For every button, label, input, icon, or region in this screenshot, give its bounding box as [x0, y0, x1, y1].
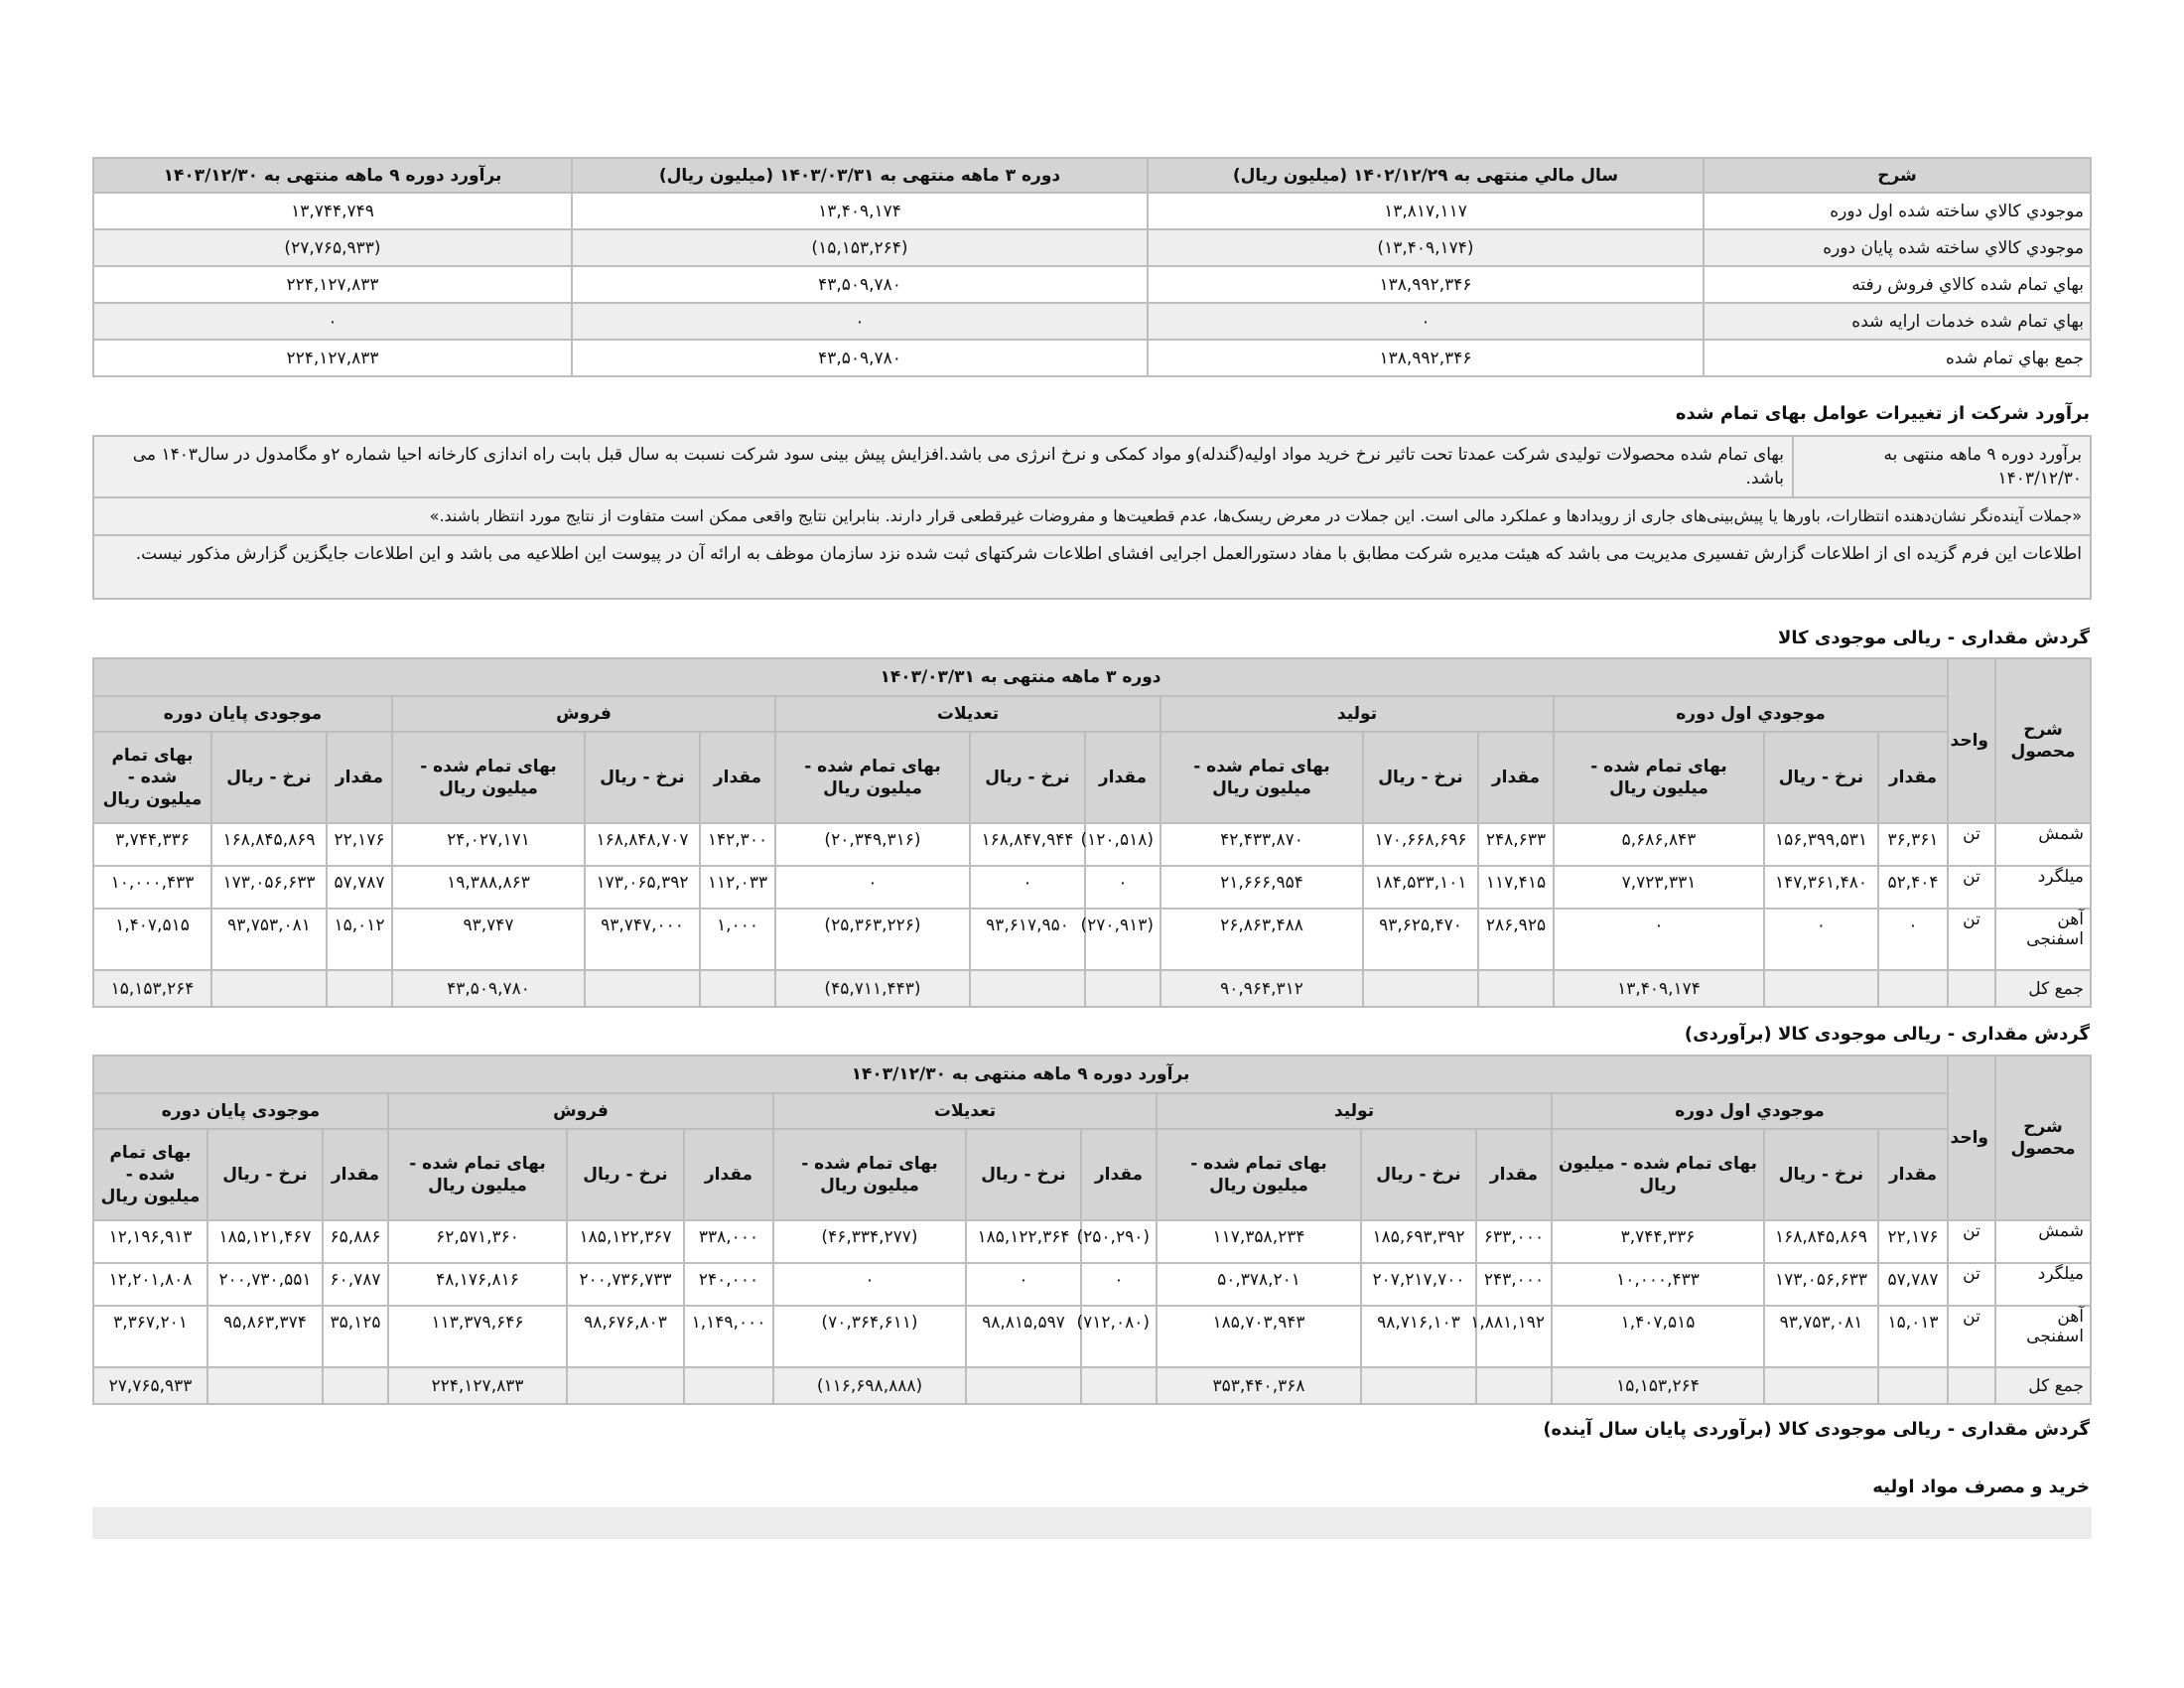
- total-cell: [1764, 970, 1878, 1007]
- cell: ۶۵,۸۸۶: [323, 1220, 388, 1263]
- cell: ۲۰۷,۲۱۷,۷۰۰: [1361, 1263, 1476, 1306]
- total-cell: [1085, 970, 1160, 1007]
- cell: ۱۱۷,۳۵۸,۲۳۴: [1157, 1220, 1361, 1263]
- cell: ۰: [1081, 1263, 1157, 1306]
- unit-header: واحد: [1948, 658, 1995, 823]
- estimate-section-title: برآورد شرکت از تغییرات عوامل بهای تمام شده: [1675, 403, 2090, 424]
- cell: ۹۳,۶۲۵,۴۷۰: [1363, 909, 1478, 970]
- total-cell: [970, 970, 1085, 1007]
- cell: ۱۶۸,۸۴۷,۹۴۴: [970, 823, 1085, 866]
- group-closing-header: موجودی پایان دوره: [93, 696, 392, 732]
- col-header: شرح: [1704, 158, 2091, 193]
- table-row: [93, 866, 2091, 909]
- rate-header: نرخ - ریال: [211, 732, 327, 823]
- cell: ۰: [1554, 909, 1764, 970]
- cell: ۱۶۸,۸۴۵,۸۶۹: [211, 823, 327, 866]
- cell: ۰: [775, 866, 970, 909]
- table-row: [93, 340, 2091, 376]
- cell: ۹۳,۷۴۷: [392, 909, 585, 970]
- cell: ۹۵,۸۶۳,۳۷۴: [207, 1306, 323, 1367]
- table-row: [93, 303, 2091, 340]
- total-cell: ۲۲۴,۱۲۷,۸۳۳: [388, 1367, 567, 1404]
- inventory-estimate-table: [92, 1055, 2092, 1405]
- period-header: دوره ۳ ماهه منتهی به ۱۴۰۳/۰۳/۳۱: [93, 658, 1948, 696]
- total-row: [93, 970, 2091, 1007]
- cell: ۹۸,۷۱۶,۱۰۳: [1361, 1306, 1476, 1367]
- inventory-section-title: گردش مقداری - ریالی موجودی کالا: [1778, 628, 2090, 648]
- total-cell: [684, 1367, 773, 1404]
- table-row: [93, 1306, 2091, 1367]
- col-header: برآورد دوره ۹ ماهه منتهی به ۱۴۰۳/۱۲/۳۰: [93, 158, 572, 193]
- cell: ۱۷۰,۶۶۸,۶۹۶: [1363, 823, 1478, 866]
- cell: ۱۳۸,۹۹۲,۳۴۶: [1148, 266, 1704, 303]
- total-cell: [323, 1367, 388, 1404]
- cell: ۰: [93, 303, 572, 340]
- qty-header: مقدار: [1476, 1129, 1552, 1220]
- unit-cell: [1948, 970, 1995, 1007]
- qty-header: مقدار: [323, 1129, 388, 1220]
- product-name: آهن اسفنجی: [1995, 1306, 2091, 1367]
- cell: ۰: [773, 1263, 966, 1306]
- cell: ۲۲۴,۱۲۷,۸۳۳: [93, 266, 572, 303]
- cost-header: بهای تمام شده - میلیون ریال: [1552, 1129, 1764, 1220]
- cell: ۱۸۵,۶۹۳,۳۹۲: [1361, 1220, 1476, 1263]
- cell: (۱۲۰,۵۱۸): [1085, 823, 1160, 866]
- cell: ۲۴۰,۰۰۰: [684, 1263, 773, 1306]
- cell: ۵,۶۸۶,۸۴۳: [1554, 823, 1764, 866]
- total-cell: [1361, 1367, 1476, 1404]
- cell: ۳,۷۴۴,۳۳۶: [93, 823, 211, 866]
- cell: ۲۴۳,۰۰۰: [1476, 1263, 1552, 1306]
- cell: ۲۱,۶۶۶,۹۵۴: [1160, 866, 1363, 909]
- table-row: [93, 1220, 2091, 1263]
- inventory-table: [92, 657, 2092, 1008]
- rate-header: نرخ - ریال: [567, 1129, 684, 1220]
- cell: (۷۱۲,۰۸۰): [1081, 1306, 1157, 1367]
- cell: ۱۳,۴۰۹,۱۷۴: [572, 193, 1148, 229]
- group-opening-header: موجودي اول دوره: [1554, 696, 1948, 732]
- total-cell: ۴۳,۵۰۹,۷۸۰: [392, 970, 585, 1007]
- cell: ۲۶,۸۶۳,۴۸۸: [1160, 909, 1363, 970]
- cell: ۱۴۷,۳۶۱,۴۸۰: [1764, 866, 1878, 909]
- rate-header: نرخ - ریال: [970, 732, 1085, 823]
- cell: ۵۲,۴۰۴: [1878, 866, 1948, 909]
- table-row: [93, 1263, 2091, 1306]
- total-cell: [966, 1367, 1081, 1404]
- total-label: جمع کل: [1995, 1367, 2091, 1404]
- cell: ۰: [970, 866, 1085, 909]
- cell: ۲۲,۱۷۶: [327, 823, 392, 866]
- materials-section-title: خرید و مصرف مواد اولیه: [1872, 1477, 2090, 1497]
- cost-header: بهای تمام شده - میلیون ریال: [775, 732, 970, 823]
- qty-header: مقدار: [700, 732, 775, 823]
- table-row: [93, 823, 2091, 866]
- unit-cell: تن: [1948, 1306, 1995, 1367]
- group-closing-header: موجودی پایان دوره: [93, 1093, 388, 1129]
- group-production-header: تولید: [1160, 696, 1554, 732]
- cell: ۳,۳۶۷,۲۰۱: [93, 1306, 207, 1367]
- cell: ۲۴۸,۶۳۳: [1478, 823, 1554, 866]
- cell: ۱۴۲,۳۰۰: [700, 823, 775, 866]
- estimate-label: برآورد دوره ۹ ماهه منتهی به ۱۴۰۳/۱۲/۳۰: [1793, 436, 2091, 497]
- total-cell: (۴۵,۷۱۱,۴۴۳): [775, 970, 970, 1007]
- table-row: [93, 909, 2091, 970]
- cell: ۱,۴۰۷,۵۱۵: [1552, 1306, 1764, 1367]
- group-adjustments-header: تعدیلات: [775, 696, 1160, 732]
- cell: ۱۸۵,۱۲۲,۳۶۷: [567, 1220, 684, 1263]
- product-header: شرح محصول: [1995, 1055, 2091, 1220]
- estimate-text: بهای تمام شده محصولات تولیدی شرکت عمدتا تحت تاثیر نرخ خرید مواد اولیه(گندله)و مواد کمکی و نرخ انرژی می باشد.افزایش پیش بینی سود شرکت نسبت به سال قبل بابت راه اندازی کارخانه احیا شماره ۲و مگامدول در سال۱۴۰۳ می باشد.: [93, 436, 1793, 497]
- cell: ۹۳,۷۴۷,۰۰۰: [585, 909, 700, 970]
- unit-cell: تن: [1948, 866, 1995, 909]
- cell: ۲۸۶,۹۲۵: [1478, 909, 1554, 970]
- cell: ۱۲,۱۹۶,۹۱۳: [93, 1220, 207, 1263]
- cell: ۱۵,۰۱۳: [1878, 1306, 1948, 1367]
- unit-header: واحد: [1948, 1055, 1995, 1220]
- cell: ۱۲,۲۰۱,۸۰۸: [93, 1263, 207, 1306]
- total-cell: [1764, 1367, 1878, 1404]
- unit-cell: تن: [1948, 1263, 1995, 1306]
- cell: ۲۰۰,۷۳۰,۵۵۱: [207, 1263, 323, 1306]
- unit-cell: [1948, 1367, 1995, 1404]
- cell: (۴۶,۳۳۴,۲۷۷): [773, 1220, 966, 1263]
- total-cell: [211, 970, 327, 1007]
- cell: ۱۰,۰۰۰,۴۳۳: [1552, 1263, 1764, 1306]
- cell: ۴۳,۵۰۹,۷۸۰: [572, 340, 1148, 376]
- cell: ۱۳۸,۹۹۲,۳۴۶: [1148, 340, 1704, 376]
- cell: ۱۳,۷۴۴,۷۴۹: [93, 193, 572, 229]
- cell: ۳۵,۱۲۵: [323, 1306, 388, 1367]
- cell: ۹۸,۶۷۶,۸۰۳: [567, 1306, 684, 1367]
- cost-header: بهای تمام شده - میلیون ریال: [1157, 1129, 1361, 1220]
- unit-cell: تن: [1948, 909, 1995, 970]
- cell: ۱۶۸,۸۴۵,۸۶۹: [1764, 1220, 1878, 1263]
- materials-empty-table: [92, 1507, 2092, 1539]
- rate-header: نرخ - ریال: [1764, 1129, 1878, 1220]
- unit-cell: تن: [1948, 823, 1995, 866]
- cell: ۱۸۴,۵۳۳,۱۰۱: [1363, 866, 1478, 909]
- cell: ۳۳۸,۰۰۰: [684, 1220, 773, 1263]
- cell: ۱,۱۴۹,۰۰۰: [684, 1306, 773, 1367]
- cell: ۳۶,۳۶۱: [1878, 823, 1948, 866]
- cell: ۱۸۵,۷۰۳,۹۴۳: [1157, 1306, 1361, 1367]
- cell: ۴۲,۴۳۳,۸۷۰: [1160, 823, 1363, 866]
- cell: (۲۰,۳۴۹,۳۱۶): [775, 823, 970, 866]
- qty-header: مقدار: [1878, 1129, 1948, 1220]
- rate-header: نرخ - ریال: [585, 732, 700, 823]
- cell: ۲۲۴,۱۲۷,۸۳۳: [93, 340, 572, 376]
- cell: ۰: [1878, 909, 1948, 970]
- rate-header: نرخ - ریال: [966, 1129, 1081, 1220]
- unit-cell: تن: [1948, 1220, 1995, 1263]
- cell: ۰: [1085, 866, 1160, 909]
- cell: ۱۱۳,۳۷۹,۶۴۶: [388, 1306, 567, 1367]
- rate-header: نرخ - ریال: [207, 1129, 323, 1220]
- cell: ۱۷۳,۰۶۵,۳۹۲: [585, 866, 700, 909]
- cell: ۲۰۰,۷۳۶,۷۳۳: [567, 1263, 684, 1306]
- row-label: موجودي كالاي ساخته شده پايان دوره: [1704, 229, 2091, 266]
- cost-header: بهای تمام شده - میلیون ریال: [773, 1129, 966, 1220]
- product-name: شمش: [1995, 823, 2091, 866]
- col-header: دوره ۳ ماهه منتهی به ۱۴۰۳/۰۳/۳۱ (میلیون ریال): [572, 158, 1148, 193]
- cell: ۶۰,۷۸۷: [323, 1263, 388, 1306]
- cell: (۱۳,۴۰۹,۱۷۴): [1148, 229, 1704, 266]
- product-name: میلگرد: [1995, 866, 2091, 909]
- cell: ۱,۰۰۰: [700, 909, 775, 970]
- total-cell: ۲۷,۷۶۵,۹۳۳: [93, 1367, 207, 1404]
- row-label: موجودي كالاي ساخته شده اول دوره: [1704, 193, 2091, 229]
- total-cell: [1878, 970, 1948, 1007]
- table-row: [93, 266, 2091, 303]
- qty-header: مقدار: [1478, 732, 1554, 823]
- cell: ۱۸۵,۱۲۲,۳۶۴: [966, 1220, 1081, 1263]
- group-sales-header: فروش: [388, 1093, 773, 1129]
- cell: ۱۱۷,۴۱۵: [1478, 866, 1554, 909]
- total-cell: [585, 970, 700, 1007]
- cell: ۵۰,۳۷۸,۲۰۱: [1157, 1263, 1361, 1306]
- group-opening-header: موجودي اول دوره: [1552, 1093, 1948, 1129]
- total-cell: [1478, 970, 1554, 1007]
- qty-header: مقدار: [1878, 732, 1948, 823]
- product-name: میلگرد: [1995, 1263, 2091, 1306]
- cell: ۷,۷۲۳,۳۳۱: [1554, 866, 1764, 909]
- qty-header: مقدار: [327, 732, 392, 823]
- cell: ۹۳,۷۵۳,۰۸۱: [211, 909, 327, 970]
- row-label: جمع بهاي تمام شده: [1704, 340, 2091, 376]
- cell: ۱۵,۰۱۲: [327, 909, 392, 970]
- cell: ۰: [572, 303, 1148, 340]
- forward-looking-disclaimer: «جملات آینده‌نگر نشان‌دهنده انتظارات، باورها یا پیش‌بینی‌های جاری از رویدادها و عملکرد مالی است. این جملات در معرض ریسک‌ها، عدم قطعیت‌ها و مفروضات غیرقطعی قرار دارند. بنابراین نتایج واقعی ممکن است متفاوت از نتایج مورد انتظار باشند.»: [93, 497, 2091, 535]
- cell: ۰: [1148, 303, 1704, 340]
- cell: ۱۸۵,۱۲۱,۴۶۷: [207, 1220, 323, 1263]
- rate-header: نرخ - ریال: [1361, 1129, 1476, 1220]
- total-cell: [700, 970, 775, 1007]
- rate-header: نرخ - ریال: [1764, 732, 1878, 823]
- cell: ۰: [1764, 909, 1878, 970]
- table-row: [93, 229, 2091, 266]
- inventory-next-year-section-title: گردش مقداری - ریالی موجودی کالا (برآوردی پایان سال آینده): [1543, 1419, 2090, 1440]
- cell: ۴۸,۱۷۶,۸۱۶: [388, 1263, 567, 1306]
- group-adjustments-header: تعدیلات: [773, 1093, 1157, 1129]
- cell: ۱۳,۸۱۷,۱۱۷: [1148, 193, 1704, 229]
- col-header: سال مالي منتهی به ۱۴۰۲/۱۲/۲۹ (میلیون ریال): [1148, 158, 1704, 193]
- cell: (۲۵,۳۶۳,۲۲۶): [775, 909, 970, 970]
- cell: ۶۲,۵۷۱,۳۶۰: [388, 1220, 567, 1263]
- total-cell: ۱۵,۱۵۳,۲۶۴: [1552, 1367, 1764, 1404]
- total-cell: [1476, 1367, 1552, 1404]
- product-name: شمش: [1995, 1220, 2091, 1263]
- product-name: آهن اسفنجی: [1995, 909, 2091, 970]
- cell: ۲۴,۰۲۷,۱۷۱: [392, 823, 585, 866]
- cell: ۵۷,۷۸۷: [1878, 1263, 1948, 1306]
- total-label: جمع کل: [1995, 970, 2091, 1007]
- cell: ۱۷۳,۰۵۶,۶۳۳: [211, 866, 327, 909]
- total-cell: ۳۵۳,۴۴۰,۳۶۸: [1157, 1367, 1361, 1404]
- cell: ۱۰,۰۰۰,۴۳۳: [93, 866, 211, 909]
- cell: (۲۷۰,۹۱۳): [1085, 909, 1160, 970]
- cell: ۱۷۳,۰۵۶,۶۳۳: [1764, 1263, 1878, 1306]
- total-cell: [207, 1367, 323, 1404]
- cell: ۰: [966, 1263, 1081, 1306]
- cost-header: بهای تمام شده - میلیون ریال: [93, 732, 211, 823]
- cell: ۹۳,۶۱۷,۹۵۰: [970, 909, 1085, 970]
- total-row: [93, 1367, 2091, 1404]
- period-header: برآورد دوره ۹ ماهه منتهی به ۱۴۰۳/۱۲/۳۰: [93, 1055, 1948, 1093]
- group-sales-header: فروش: [392, 696, 775, 732]
- total-cell: [567, 1367, 684, 1404]
- cost-header: بهای تمام شده - میلیون ریال: [392, 732, 585, 823]
- cost-header: بهای تمام شده - میلیون ریال: [388, 1129, 567, 1220]
- total-cell: ۱۳,۴۰۹,۱۷۴: [1554, 970, 1764, 1007]
- cell: ۳,۷۴۴,۳۳۶: [1552, 1220, 1764, 1263]
- cell: (۷۰,۳۶۴,۶۱۱): [773, 1306, 966, 1367]
- inventory-estimate-section-title: گردش مقداری - ریالی موجودی کالا (برآوردی): [1684, 1024, 2090, 1045]
- report-note: اطلاعات این فرم گزیده ای از اطلاعات گزارش تفسیری مدیریت می باشد که هیئت مدیره شرکت مطابق با مفاد دستورالعمل اجرایی افشای اطلاعات شرکتهای ثبت شده نزد سازمان موظف به ارائه آن در پیوست این اطلاعیه می باشد و این اطلاعات جایگزین گزارش مذکور نیست.: [93, 535, 2091, 599]
- cell: ۱۱۲,۰۳۳: [700, 866, 775, 909]
- table-row: [93, 193, 2091, 229]
- product-header: شرح محصول: [1995, 658, 2091, 823]
- qty-header: مقدار: [1085, 732, 1160, 823]
- cost-header: بهای تمام شده - میلیون ریال: [1160, 732, 1363, 823]
- cell: (۲۵۰,۲۹۰): [1081, 1220, 1157, 1263]
- total-cell: [1081, 1367, 1157, 1404]
- row-label: بهاي تمام شده خدمات ارايه شده: [1704, 303, 2091, 340]
- cell: ۱۵۶,۳۹۹,۵۳۱: [1764, 823, 1878, 866]
- group-production-header: تولید: [1157, 1093, 1552, 1129]
- cell: (۲۷,۷۶۵,۹۳۳): [93, 229, 572, 266]
- cell: (۱۵,۱۵۳,۲۶۴): [572, 229, 1148, 266]
- cell: ۹۳,۷۵۳,۰۸۱: [1764, 1306, 1878, 1367]
- cell: ۵۷,۷۸۷: [327, 866, 392, 909]
- cell: ۶۳۳,۰۰۰: [1476, 1220, 1552, 1263]
- estimate-table: [92, 435, 2092, 600]
- cell: ۹۸,۸۱۵,۵۹۷: [966, 1306, 1081, 1367]
- total-cell: [1878, 1367, 1948, 1404]
- cell: ۲۲,۱۷۶: [1878, 1220, 1948, 1263]
- cell: ۴۳,۵۰۹,۷۸۰: [572, 266, 1148, 303]
- cell: ۱,۸۸۱,۱۹۲: [1476, 1306, 1552, 1367]
- cell: ۱۶۸,۸۴۸,۷۰۷: [585, 823, 700, 866]
- total-cell: [1363, 970, 1478, 1007]
- cell: ۱,۴۰۷,۵۱۵: [93, 909, 211, 970]
- qty-header: مقدار: [1081, 1129, 1157, 1220]
- total-cell: (۱۱۶,۶۹۸,۸۸۸): [773, 1367, 966, 1404]
- rate-header: نرخ - ریال: [1363, 732, 1478, 823]
- cost-summary-table: [92, 157, 2092, 377]
- total-cell: ۱۵,۱۵۳,۲۶۴: [93, 970, 211, 1007]
- cost-header: بهای تمام شده - میلیون ریال: [1554, 732, 1764, 823]
- cell: ۱۹,۳۸۸,۸۶۳: [392, 866, 585, 909]
- total-cell: [327, 970, 392, 1007]
- qty-header: مقدار: [684, 1129, 773, 1220]
- row-label: بهاي تمام شده كالاي فروش رفته: [1704, 266, 2091, 303]
- cost-header: بهای تمام شده - میلیون ریال: [93, 1129, 207, 1220]
- total-cell: ۹۰,۹۶۴,۳۱۲: [1160, 970, 1363, 1007]
